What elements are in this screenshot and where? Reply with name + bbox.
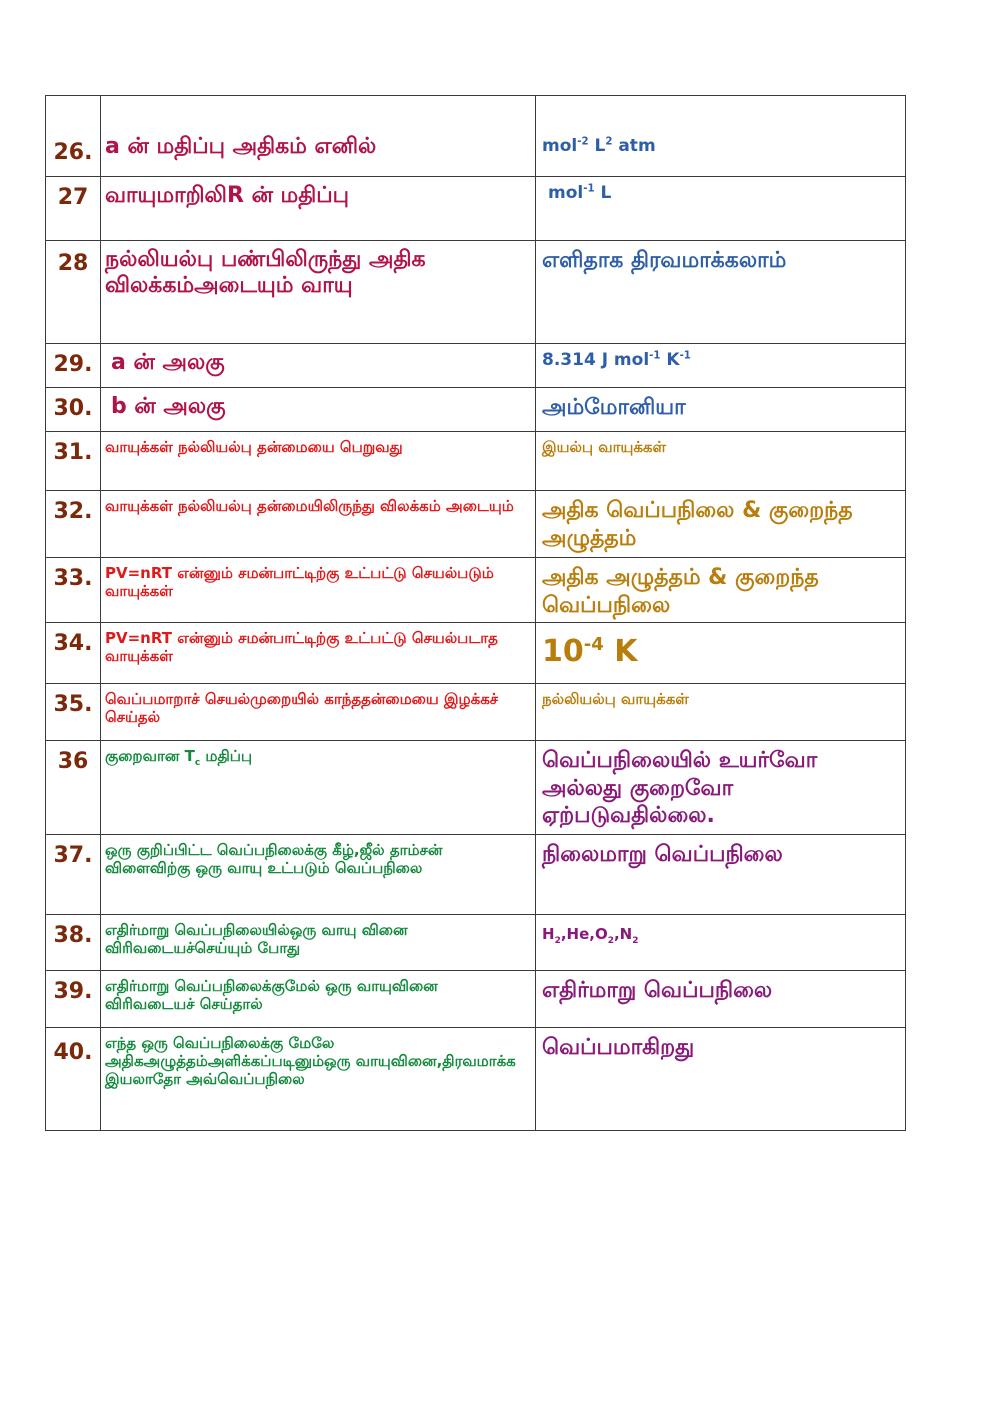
answer-cell: எதிர்மாறு வெப்பநிலை bbox=[536, 971, 906, 1028]
answer-cell: வெப்பநிலையில் உயர்வோ அல்லது குறைவோ ஏற்படுவதில்லை. bbox=[536, 741, 906, 835]
answer-cell: அம்மோனியா bbox=[536, 388, 906, 432]
row-number: 31. bbox=[46, 432, 101, 491]
row-number: 27 bbox=[46, 177, 101, 241]
table-row bbox=[46, 241, 906, 344]
row-number: 34. bbox=[46, 623, 101, 684]
row-number: 40. bbox=[46, 1028, 101, 1131]
question-cell: நல்லியல்பு பண்பிலிருந்து அதிக விலக்கம்அடையும் வாயு bbox=[101, 241, 536, 344]
row-number: 29. bbox=[46, 344, 101, 388]
row-number: 35. bbox=[46, 684, 101, 741]
answer-cell: வெப்பமாகிறது bbox=[536, 1028, 906, 1131]
answer-cell: இயல்பு வாயுக்கள் bbox=[536, 432, 906, 491]
table-row bbox=[46, 388, 906, 432]
question-cell: வாயுமாறிலிR ன் மதிப்பு bbox=[101, 177, 536, 241]
row-number: 28 bbox=[46, 241, 101, 344]
row-number: 36 bbox=[46, 741, 101, 835]
answer-cell: எளிதாக திரவமாக்கலாம் bbox=[536, 241, 906, 344]
question-cell: a ன் அலகு bbox=[101, 344, 536, 388]
question-cell: a ன் மதிப்பு அதிகம் எனில் bbox=[101, 96, 536, 177]
table-row bbox=[46, 741, 906, 835]
answer-cell: அதிக அழுத்தம் & குறைந்த வெப்பநிலை bbox=[536, 558, 906, 623]
question-cell: ஒரு குறிப்பிட்ட வெப்பநிலைக்கு கீழ்,ஜீல் தாம்சன் விளைவிற்கு ஒரு வாயு உட்படும் வெப்பநிலை bbox=[101, 835, 536, 915]
table-row bbox=[46, 96, 906, 177]
answer-cell: நிலைமாறு வெப்பநிலை bbox=[536, 835, 906, 915]
row-number: 39. bbox=[46, 971, 101, 1028]
question-cell: PV=nRT என்னும் சமன்பாட்டிற்கு உட்பட்டு செயல்படும் வாயுக்கள் bbox=[101, 558, 536, 623]
match-table bbox=[45, 95, 906, 1131]
table-row bbox=[46, 432, 906, 491]
table-row bbox=[46, 558, 906, 623]
answer-cell: 8.314 J mol$^{-1}$ $K^{-1}$ bbox=[536, 344, 906, 388]
question-cell: b ன் அலகு bbox=[101, 388, 536, 432]
table-row bbox=[46, 835, 906, 915]
answer-cell: $10^{-4}$ K bbox=[536, 623, 906, 684]
answer-cell: mol$^{-1}$ L bbox=[536, 177, 906, 241]
row-number: 30. bbox=[46, 388, 101, 432]
question-cell: வாயுக்கள் நல்லியல்பு தன்மையிலிருந்து விலக்கம் அடையும் bbox=[101, 491, 536, 558]
answer-cell: $H_2,He,O_2,N_2$ bbox=[536, 915, 906, 971]
answer-cell: நல்லியல்பு வாயுக்கள் bbox=[536, 684, 906, 741]
question-cell: எதிர்மாறு வெப்பநிலையில்ஒரு வாயு வினை விரிவடையச்செய்யும் போது bbox=[101, 915, 536, 971]
question-cell: குறைவான $T_c$ மதிப்பு bbox=[101, 741, 536, 835]
row-number: 38. bbox=[46, 915, 101, 971]
row-number: 33. bbox=[46, 558, 101, 623]
question-cell: PV=nRT என்னும் சமன்பாட்டிற்கு உட்பட்டு செயல்படாத வாயுக்கள் bbox=[101, 623, 536, 684]
table-row bbox=[46, 1028, 906, 1131]
row-number: 26. bbox=[46, 96, 101, 177]
table-row bbox=[46, 971, 906, 1028]
table-row bbox=[46, 623, 906, 684]
answer-cell: mol$^{-2}$ $L^2$ atm bbox=[536, 96, 906, 177]
row-number: 37. bbox=[46, 835, 101, 915]
question-cell: வாயுக்கள் நல்லியல்பு தன்மையை பெறுவது bbox=[101, 432, 536, 491]
table-row bbox=[46, 491, 906, 558]
question-cell: எந்த ஒரு வெப்பநிலைக்கு மேலே அதிகஅழுத்தம்அளிக்கப்படினும்ஒரு வாயுவினை,திரவமாக்க இயலாதோ அவ்வெப்பநிலை bbox=[101, 1028, 536, 1131]
table-row bbox=[46, 177, 906, 241]
table-row bbox=[46, 915, 906, 971]
question-cell: வெப்பமாறாச் செயல்முறையில் காந்ததன்மையை இழக்கச் செய்தல் bbox=[101, 684, 536, 741]
table-row bbox=[46, 344, 906, 388]
question-cell: எதிர்மாறு வெப்பநிலைக்குமேல் ஒரு வாயுவினை விரிவடையச் செய்தால் bbox=[101, 971, 536, 1028]
table-row bbox=[46, 684, 906, 741]
answer-cell: அதிக வெப்பநிலை & குறைந்த அழுத்தம் bbox=[536, 491, 906, 558]
row-number: 32. bbox=[46, 491, 101, 558]
